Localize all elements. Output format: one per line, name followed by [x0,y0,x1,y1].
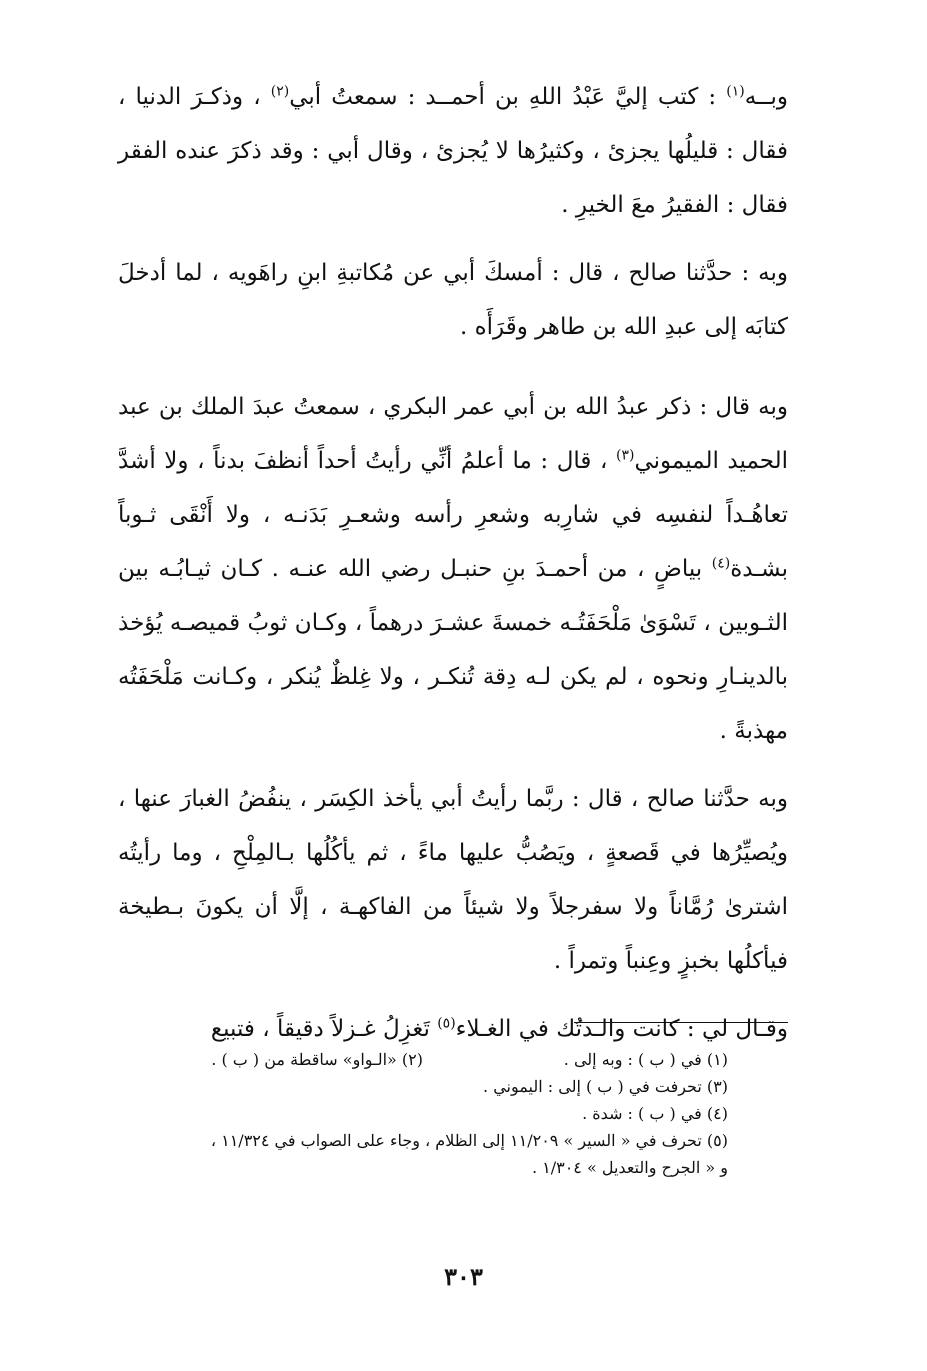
footnote-5-line-1: (٥) تحرف في « السير » ١١/٢٠٩ إلى الظلام ، وجاء على الصواب في ١١/٣٢٤ ، [210,1131,728,1150]
footnote-5-line-2: و « الجرح والتعديل » ١/٣٠٤ . [531,1158,728,1177]
footnote-separator [574,1022,788,1023]
paragraph-3 [118,380,788,758]
main-text [118,70,788,1056]
paragraph-1-start: وبــه [744,84,789,110]
footnote-ref-1: (١) [726,83,745,100]
paragraph-1 [118,70,788,232]
paragraph-4: وبه حدَّثنا صالح ، قال : ربَّما رأيتُ أبي يأخذ الكِسَر ، ينفُضُ الغبارَ عنها ، ويُصيِّرُها في قَصعةٍ ، ويَصُبُّ عليها ماءً ، ثم يأكُلُها بـالمِلْحِ ، وما رأيتُه اشترىٰ رُمَّاناً ولا سفرجلاً ولا شيئاً من الفاكهـة ، إلَّا أن يكونَ بـطيخة فيأكلُها بخبزٍ وعِنباً وتمراً . [118,786,788,974]
footnote-2: (٢) «الـواو» ساقطة من ( ب ) . [211,1050,423,1069]
footnote-ref-5: (٥) [437,1015,456,1032]
page-number: ٣٠٣ [444,1262,483,1291]
paragraph-3-start: وبه قال : ذكر عبدُ الله بن أبي عمر البكري ، سمعتُ عبدَ الملك بن عبد الحميد الميموني [118,394,788,474]
footnote-1: (١) في ( ب ) : وبه إلى . [563,1050,728,1069]
paragraph-3-end: بياضٍ ، من أحمـدَ بنِ حنبـل رضي الله عنـه . كـان ثيـابُـه بين الثـوبين ، تَسْوَىٰ مَلْحَفَتُـه خمسةَ عشـرَ درهماً ، وكـان ثوبُ قميصـه يُؤخذ بالدينـارِ ونحوه ، لم يكن لـه دِقة تُنكـر ، ولا غِلظٌ يُنكر ، وكـانت مَلْحَفَتُه مهذبةً . [118,556,788,744]
footnote-ref-2: (٢) [270,83,290,100]
footnotes [118,1046,728,1181]
paragraph-1-end: ، وذكـرَ الدنيا ، فقال : قليلُها يجزئ ، وكثيرُها لا يُجزئ ، وقال أبي : وقد ذكرَ عنده الفقر فقال : الفقيرُ معَ الخيرِ . [118,84,788,218]
footnote-ref-4: (٤) [711,555,731,572]
paragraph-5-start: وقـال لي : كانت والـدتُك في الغـلاء [455,1016,788,1042]
footnote-row-1 [118,1046,728,1073]
paragraph-5-end: تَغزِلُ غـزلاً دقيقاً ، فتبيع [210,1016,438,1042]
footnote-4: (٤) في ( ب ) : شدة . [582,1104,728,1123]
paragraph-1-mid: : كتب إليَّ عَبْدُ اللهِ بن أحمــد : سمعتُ أبي [289,84,727,110]
paragraph-2: وبه : حدَّثنا صالح ، قال : أمسكَ أبي عن مُكاتبةِ ابنِ راهَويه ، لما أدخلَ كتابَه إلى عبدِ الله بن طاهر وقَرَأَه . [118,260,788,340]
footnote-3: (٣) تحرفت في ( ب ) إلى : اليموني . [483,1077,728,1096]
paragraph-3-mid: ، قال : ما أعلمُ أنِّي رأيتُ أحداً أنظفَ بدناً ، ولا أشدَّ تعاهُـداً لنفسِه في شارِبه وشعرِ رأسه وشعـرِ بَدَنـه ، ولا أَنْقَى ثـوباً بشـدة [118,448,788,582]
footnote-ref-3: (٣) [616,447,635,464]
